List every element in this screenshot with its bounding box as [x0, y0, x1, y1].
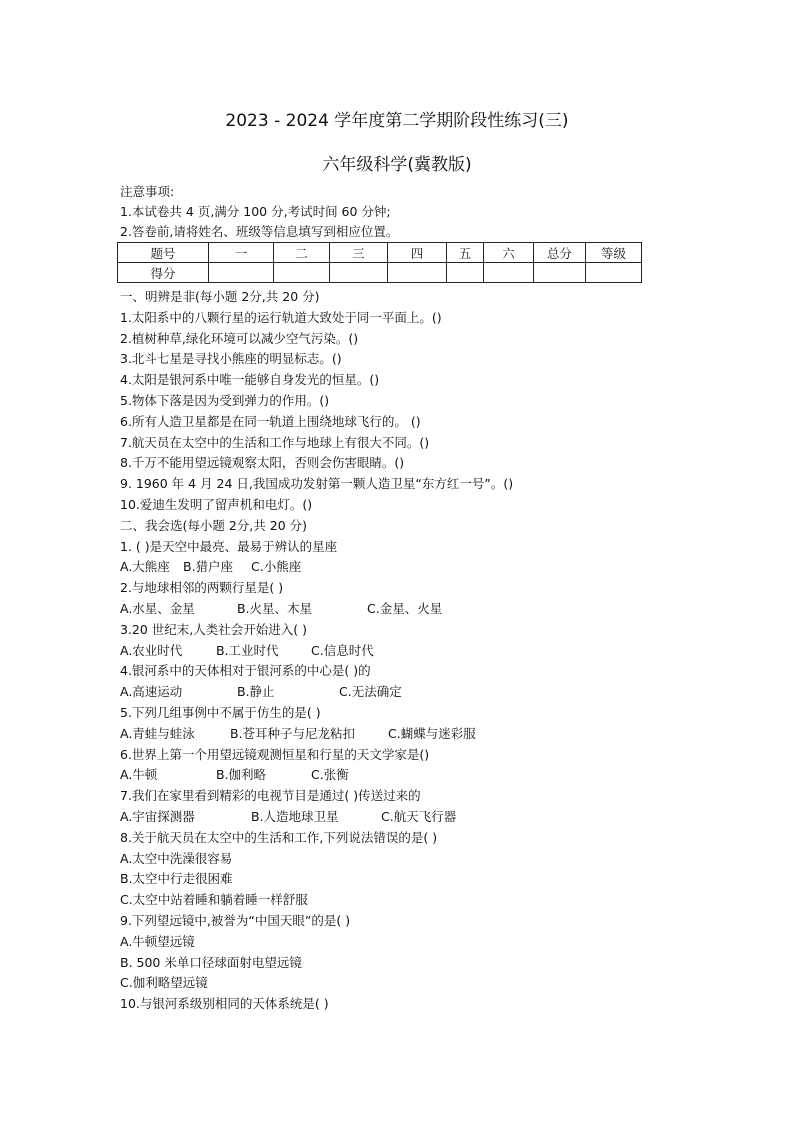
- score-header-cell: 三: [330, 243, 388, 263]
- score-table-score-row: [118, 263, 642, 283]
- mc-question-stem: 7.我们在家里看到精彩的电视节目是通过( )传送过来的: [120, 788, 421, 804]
- mc-option: C.太空中站着睡和躺着睡一样舒服: [120, 892, 308, 908]
- score-cell[interactable]: [330, 263, 388, 283]
- mc-question-stem: 2.与地球相邻的两颗行星是( ): [120, 580, 284, 596]
- mc-options-row: [120, 641, 513, 662]
- true-false-question: 9. 1960 年 4 月 24 日,我国成功发射第一颗人造卫星“东方红一号”。(): [120, 476, 514, 492]
- score-header-cell: 总分: [534, 243, 586, 263]
- mc-option: B.静止: [237, 684, 275, 700]
- mc-option: A.青蛙与蛙泳: [120, 725, 195, 741]
- mc-option: A.牛顿: [120, 767, 158, 783]
- mc-option: C.无法确定: [339, 684, 402, 700]
- score-cell[interactable]: [274, 263, 330, 283]
- score-table: [117, 242, 642, 283]
- mc-question-stem: 8.关于航天员在太空中的生活和工作,下列说法错误的是( ): [120, 829, 438, 845]
- score-header-cell: 题号: [118, 243, 209, 263]
- score-row-label: 得分: [118, 263, 209, 283]
- score-header-cell: 六: [484, 243, 534, 263]
- true-false-question: 6.所有人造卫星都是在同一轨道上围绕地球飞行的。 (): [120, 413, 421, 429]
- score-cell[interactable]: [447, 263, 484, 283]
- mc-question-stem: 9.下列望远镜中,被誉为“中国天眼”的是( ): [120, 912, 351, 928]
- true-false-question: 7.航天员在太空中的生活和工作与地球上有很大不同。(): [120, 434, 430, 450]
- mc-option: B.伽利略: [216, 767, 267, 783]
- mc-options-row: [120, 765, 513, 786]
- mc-option: A.高速运动: [120, 684, 183, 700]
- score-header-cell: 二: [274, 243, 330, 263]
- score-header-cell: 等级: [586, 243, 642, 263]
- mc-question-stem: 6.世界上第一个用望远镜观测恒星和行星的天文学家是(): [120, 746, 430, 762]
- score-cell[interactable]: [534, 263, 586, 283]
- true-false-question: 8.千万不能用望远镜观察太阳，否则会伤害眼睛。(): [120, 455, 405, 471]
- mc-option: B. 500 米单口径球面射电望远镜: [120, 954, 302, 970]
- mc-option: A.水星、金星: [120, 600, 195, 616]
- questions-area: [120, 287, 513, 1015]
- true-false-question: 5.物体下落是因为受到弹力的作用。(): [120, 392, 330, 408]
- mc-option: A.大熊座: [120, 559, 170, 575]
- mc-option: C.信息时代: [311, 642, 374, 658]
- score-header-cell: 五: [447, 243, 484, 263]
- score-table-header-row: [118, 243, 642, 263]
- mc-option: B.工业时代: [216, 642, 279, 658]
- score-cell[interactable]: [484, 263, 534, 283]
- mc-question-stem: 5.下列几组事例中不属于仿生的是( ): [120, 704, 321, 720]
- mc-option: A.农业时代: [120, 642, 183, 658]
- mc-question-stem: 10.与银河系级别相同的天体系统是( ): [120, 996, 329, 1012]
- mc-options-row: [120, 682, 513, 703]
- mc-option: C.金星、火星: [367, 600, 443, 616]
- note-item: 1.本试卷共 4 页,满分 100 分,考试时间 60 分钟;: [120, 204, 391, 219]
- true-false-question: 3.北斗七星是寻找小熊座的明显标志。(): [120, 351, 342, 367]
- mc-options-row: [120, 724, 513, 745]
- section-heading: 二、我会选(每小题 2分,共 20 分): [120, 517, 308, 533]
- true-false-question: 4.太阳是银河系中唯一能够自身发光的恒星。(): [120, 372, 380, 388]
- section-heading: 一、明辨是非(每小题 2分,共 20 分): [120, 289, 320, 304]
- score-header-cell: 一: [209, 243, 274, 263]
- mc-option: B.太空中行走很困难: [120, 871, 233, 887]
- score-header-cell: 四: [388, 243, 447, 263]
- notes-heading: 注意事项:: [120, 184, 175, 199]
- mc-option: A.太空中洗澡很容易: [120, 850, 233, 866]
- score-cell[interactable]: [388, 263, 447, 283]
- mc-question-stem: 3.20 世纪末,人类社会开始进入( ): [120, 621, 308, 637]
- mc-option: C.小熊座: [251, 559, 302, 575]
- note-item: 2.答卷前,请将姓名、班级等信息填写到相应位置。: [120, 224, 399, 239]
- mc-option: B.苍耳种子与尼龙粘扣: [230, 725, 356, 741]
- mc-option: C.张衡: [311, 767, 349, 783]
- mc-option: C.航天飞行器: [381, 808, 457, 824]
- mc-option: B.火星、木星: [237, 600, 313, 616]
- mc-option: A.宇宙探测器: [120, 808, 195, 824]
- mc-question-stem: 1. ( )是天空中最亮、最易于辨认的星座: [120, 538, 338, 554]
- mc-option: B.猎户座: [183, 559, 234, 575]
- mc-question-stem: 4.银河系中的天体相对于银河系的中心是( )的: [120, 663, 371, 679]
- mc-option: B.人造地球卫星: [251, 808, 339, 824]
- mc-options-row: [120, 599, 513, 620]
- true-false-question: 10.爱迪生发明了留声机和电灯。(): [120, 496, 313, 512]
- mc-option: C.蝴蝶与迷彩服: [388, 725, 476, 741]
- mc-options-row: [120, 807, 513, 828]
- mc-option: A.牛顿望远镜: [120, 933, 195, 949]
- true-false-question: 2.植树种草,绿化环境可以减少空气污染。(): [120, 330, 359, 346]
- exam-title: 2023 - 2024 学年度第二学期阶段性练习(三): [225, 111, 569, 131]
- true-false-question: 1.太阳系中的八颗行星的运行轨道大致处于同一平面上。(): [120, 309, 442, 325]
- mc-options-row: [120, 557, 513, 578]
- score-cell[interactable]: [209, 263, 274, 283]
- score-cell[interactable]: [586, 263, 642, 283]
- exam-subtitle: 六年级科学(冀教版): [322, 155, 472, 175]
- notes-section: [120, 182, 398, 242]
- mc-option: C.伽利略望远镜: [120, 975, 208, 991]
